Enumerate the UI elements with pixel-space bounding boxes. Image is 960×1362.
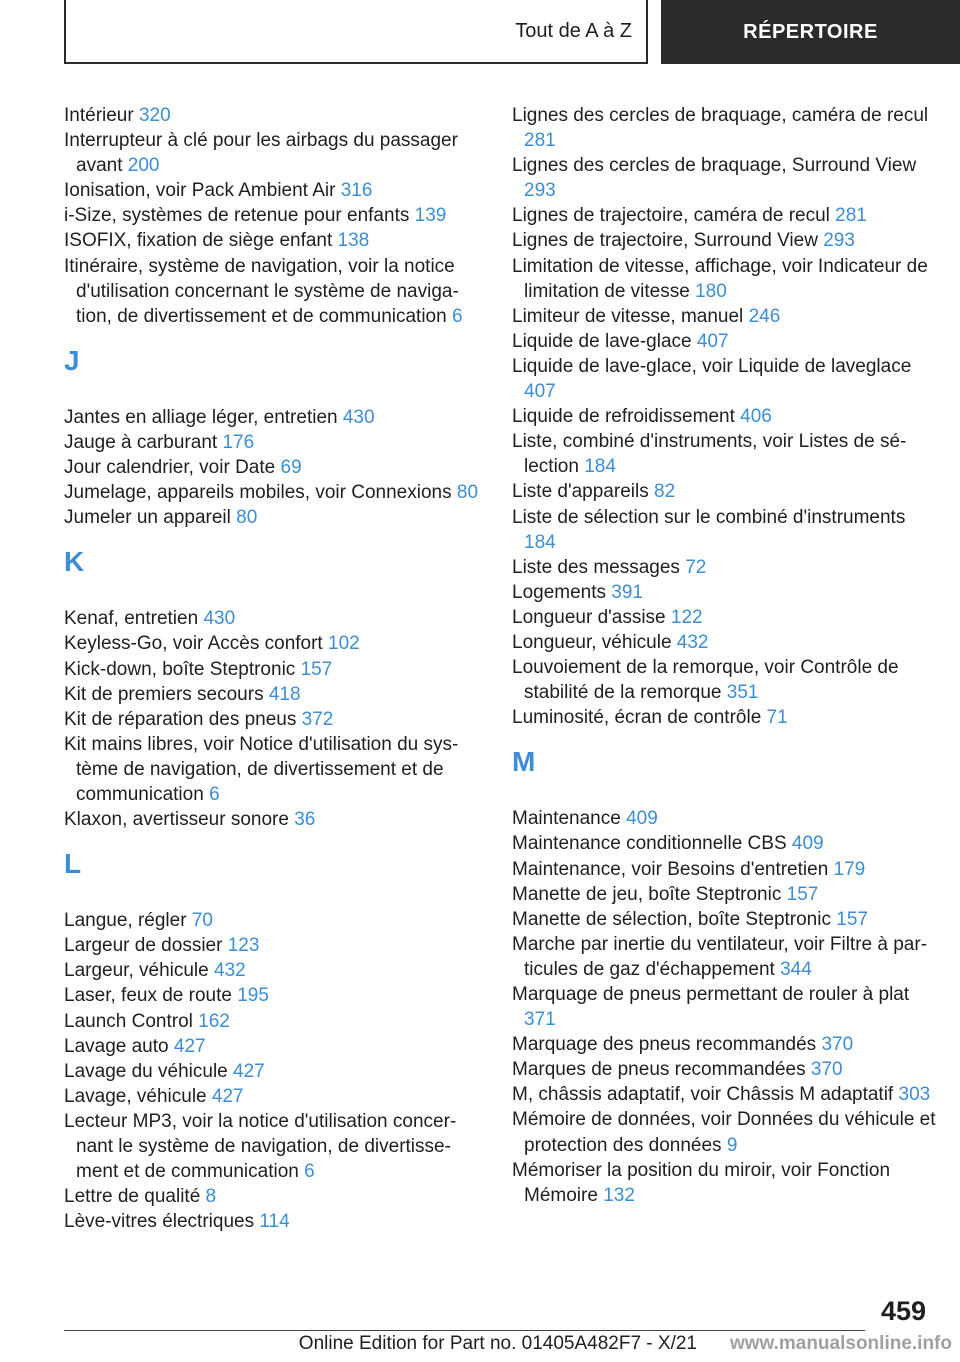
page-reference-link[interactable]: 132 [603, 1184, 635, 1206]
index-entry [512, 605, 942, 630]
page-reference-link[interactable]: 427 [173, 1035, 206, 1057]
index-entry [512, 203, 942, 228]
index-entry-text: Jour calendrier, voir Date [64, 457, 281, 479]
page-reference-link[interactable]: 80 [236, 507, 258, 529]
page-reference-link[interactable]: 391 [611, 581, 643, 603]
index-entry [512, 153, 942, 203]
chapter-tab[interactable] [661, 0, 960, 64]
page-reference-link[interactable]: 157 [300, 658, 333, 680]
index-entry [512, 228, 942, 253]
index-entry [64, 1009, 484, 1034]
page-reference-link[interactable]: 9 [726, 1134, 738, 1156]
index-entry [64, 430, 484, 455]
index-entry [512, 329, 942, 354]
page-reference-link[interactable]: 407 [696, 330, 729, 352]
index-entry [512, 630, 942, 655]
index-entry-text: Klaxon, avertisseur sonore [64, 809, 295, 831]
page-reference-link[interactable]: 72 [685, 556, 707, 578]
page-reference-link[interactable]: 407 [524, 381, 556, 403]
page-reference-link[interactable]: 6 [304, 1161, 315, 1183]
section-letter-m: M [512, 746, 536, 778]
index-entry-text: Liquide de lave-glace, voir Liquide de laveglace [512, 355, 912, 377]
index-entry [64, 682, 484, 707]
page-reference-link[interactable]: 418 [268, 683, 301, 705]
page-reference-link[interactable]: 427 [233, 1060, 265, 1082]
index-entry-text: Kenaf, entretien [64, 608, 204, 630]
index-entry-text: Liste d'appareils [512, 481, 654, 503]
index-entry [64, 732, 484, 807]
index-entry-text: Maintenance [512, 808, 627, 830]
index-entry [64, 1184, 484, 1209]
page-reference-link[interactable]: 320 [138, 105, 171, 126]
index-group-k [64, 606, 484, 832]
index-entry [64, 908, 484, 933]
index-entry-text: Louvoiement de la remorque, voir Contrôle de stabilité de la remorque [512, 657, 899, 704]
index-entry [512, 857, 942, 882]
index-entry-text: Kit de réparation des pneus [64, 708, 302, 730]
index-entry-text: Kit de premiers secours [64, 683, 269, 705]
index-entry [64, 606, 484, 631]
index-entry-text: Kick-down, boîte Steptronic [64, 658, 301, 680]
index-entry [64, 807, 484, 832]
index-entry-text: Marquage des pneus recommandés [512, 1034, 822, 1056]
index-entry [64, 505, 484, 530]
index-entry [512, 907, 942, 932]
page-reference-link[interactable]: 406 [740, 406, 772, 428]
page-reference-link[interactable]: 427 [211, 1085, 244, 1107]
index-entry [64, 1034, 484, 1059]
page-reference-link[interactable]: 176 [222, 431, 255, 453]
index-entry-text: Logements [512, 581, 612, 603]
section-title: Tout de A à Z [515, 19, 632, 42]
index-entry [64, 480, 484, 505]
index-entry [512, 555, 942, 580]
index-entry-text: Lecteur MP3, voir la notice d'utilisation concernant le système de navigation, de divertissement et de communication [64, 1110, 457, 1183]
index-entry-text: M, châssis adaptatif, voir Châssis M adaptatif [512, 1084, 899, 1106]
index-entry [64, 1109, 484, 1184]
index-entry [512, 806, 942, 831]
index-entry [512, 882, 942, 907]
page-reference-link[interactable]: 372 [301, 708, 334, 730]
page-reference-link[interactable]: 82 [654, 481, 676, 503]
index-entry-text: Largeur, véhicule [64, 960, 214, 982]
index-entry-text: Intérieur [64, 105, 139, 126]
index-entry-text: Interrupteur à clé pour les airbags du passager avant [64, 130, 458, 177]
index-entry-text: Liste des messages [512, 556, 686, 578]
watermark: www.manualsonline.info [729, 1333, 952, 1354]
page-reference-link[interactable]: 344 [780, 958, 812, 980]
index-entry-text: Liste de sélection sur le combiné d'instruments [512, 506, 906, 528]
index-entry [64, 455, 484, 480]
page-reference-link[interactable]: 114 [259, 1211, 290, 1233]
index-entry [64, 1084, 484, 1109]
page-reference-link[interactable]: 184 [584, 456, 616, 478]
index-entry [64, 103, 484, 128]
index-entry-text: Mémoire de données, voir Données du véhicule et protection des données [512, 1109, 936, 1156]
index-column-left [64, 103, 484, 1234]
page-reference-link[interactable]: 102 [328, 633, 360, 655]
index-entry-text: Lignes de trajectoire, Surround View [512, 230, 824, 252]
index-group-i [64, 103, 484, 329]
page-reference-link[interactable]: 351 [726, 682, 759, 704]
index-entry [64, 933, 484, 958]
page-reference-link[interactable]: 316 [340, 180, 373, 202]
page-reference-link[interactable]: 71 [766, 707, 788, 729]
page-reference-link[interactable]: 409 [791, 833, 824, 855]
page-reference-link[interactable]: 70 [191, 910, 213, 932]
index-entry-text: Launch Control [64, 1010, 199, 1032]
page-reference-link[interactable]: 281 [835, 205, 867, 227]
index-entry [64, 983, 484, 1008]
index-entry-text: Lavage, véhicule [64, 1085, 212, 1107]
index-group-l-continued [512, 103, 942, 730]
index-entry-text: Jumeler un appareil [64, 507, 237, 529]
index-entry [64, 1059, 484, 1084]
page-reference-link[interactable]: 432 [214, 960, 246, 982]
page-reference-link[interactable]: 370 [821, 1034, 854, 1056]
page-reference-link[interactable]: 409 [626, 808, 658, 830]
index-entry-text: Lavage du véhicule [64, 1060, 234, 1082]
page-reference-link[interactable]: 432 [676, 631, 709, 653]
index-entry-text: Keyless-Go, voir Accès confort [64, 633, 328, 655]
index-entry-text: Mémoriser la position du miroir, voir Fonction Mémoire [512, 1159, 891, 1206]
index-entry [512, 580, 942, 605]
index-entry-text: Marche par inertie du ventilateur, voir Filtre à particules de gaz d'échappement [512, 933, 928, 980]
page-reference-link[interactable]: 370 [810, 1059, 843, 1081]
page-reference-link[interactable]: 157 [786, 883, 819, 905]
index-entry-text: Jauge à carburant [64, 431, 223, 453]
index-entry [64, 657, 484, 682]
page-reference-link[interactable]: 246 [748, 305, 781, 327]
index-entry [512, 479, 942, 504]
page-reference-link[interactable]: 122 [670, 606, 703, 628]
index-entry-text: ISOFIX, fixation de siège enfant [64, 230, 338, 252]
index-entry-text: Longueur, véhicule [512, 631, 677, 653]
index-entry [512, 932, 942, 982]
index-entry-text: Jumelage, appareils mobiles, voir Connexions [64, 482, 457, 504]
index-entry-text: Kit mains libres, voir Notice d'utilisation du système de navigation, de divertissement et de communication [64, 733, 459, 805]
index-entry [512, 1158, 942, 1208]
index-entry-text: Maintenance, voir Besoins d'entretien [512, 858, 834, 880]
page-reference-link[interactable]: 80 [456, 482, 479, 504]
index-entry [512, 1107, 942, 1157]
section-letter-j: J [64, 344, 80, 376]
index-entry-text: Manette de sélection, boîte Steptronic [512, 908, 837, 930]
page-reference-link[interactable]: 430 [203, 608, 236, 630]
index-entry [64, 254, 484, 329]
page-reference-link[interactable]: 162 [198, 1010, 230, 1032]
page-reference-link[interactable]: 139 [414, 205, 447, 227]
index-entry [512, 1032, 942, 1057]
index-entry [64, 958, 484, 983]
index-entry [512, 505, 942, 555]
page-reference-link[interactable]: 8 [205, 1186, 217, 1208]
index-entry-text: Liste, combiné d'instruments, voir Listes de sélection [512, 431, 907, 478]
index-entry [512, 982, 942, 1032]
index-entry [512, 354, 942, 404]
index-entry [512, 705, 942, 730]
index-entry-text: Langue, régler [64, 910, 192, 932]
index-entry-text: Lignes des cercles de braquage, caméra de recul [512, 105, 929, 126]
index-entry [64, 1209, 484, 1234]
index-entry-text: Lignes de trajectoire, caméra de recul [512, 205, 836, 227]
footer-divider [64, 1330, 865, 1331]
index-group-l [64, 908, 484, 1234]
index-entry-text: Marques de pneus recommandées [512, 1059, 811, 1081]
chapter-label: RÉPERTOIRE [743, 20, 878, 43]
index-entry-text: Liquide de refroidissement [512, 406, 741, 428]
index-entry [64, 203, 484, 228]
page-reference-link[interactable]: 157 [836, 908, 868, 930]
page-reference-link[interactable]: 36 [294, 809, 316, 831]
index-entry-text: Jantes en alliage léger, entretien [64, 406, 343, 428]
footer-edition: Online Edition for Part no. 01405A482F7 - X/21 [298, 1333, 697, 1354]
section-letter-l: L [64, 848, 82, 880]
page-reference-link[interactable]: 6 [209, 783, 220, 805]
index-entry-text: Laser, feux de route [64, 985, 238, 1007]
index-entry [512, 304, 942, 329]
page-reference-link[interactable]: 430 [342, 406, 375, 428]
index-entry-text: Lavage auto [64, 1035, 174, 1057]
index-entry-text: Manette de jeu, boîte Steptronic [512, 883, 787, 905]
index-column-right [512, 103, 942, 1208]
page-reference-link[interactable]: 69 [280, 457, 302, 479]
index-entry [64, 405, 484, 430]
index-entry [512, 404, 942, 429]
index-entry [64, 631, 484, 656]
index-entry [512, 103, 942, 153]
page-reference-link[interactable]: 195 [237, 985, 269, 1007]
index-entry [512, 655, 942, 705]
index-entry [512, 831, 942, 856]
index-entry-text: Liquide de lave-glace [512, 330, 697, 352]
index-entry-text: Ionisation, voir Pack Ambient Air [64, 180, 341, 202]
index-entry-text: Itinéraire, système de navigation, voir la notice d'utilisation concernant le système de navigation, de divertissement et de communication [64, 255, 459, 327]
page-reference-link[interactable]: 180 [695, 280, 727, 302]
page-reference-link[interactable]: 281 [524, 130, 556, 152]
index-group-j [64, 405, 484, 530]
page-reference-link[interactable]: 200 [127, 155, 160, 177]
index-entry-text: Luminosité, écran de contrôle [512, 707, 767, 729]
index-group-m [512, 806, 942, 1208]
index-entry-text: Largeur de dossier [64, 935, 228, 957]
index-entry [512, 1082, 942, 1107]
index-entry [512, 254, 942, 304]
page-reference-link[interactable]: 138 [337, 230, 370, 252]
index-entry [512, 1057, 942, 1082]
page-reference-link[interactable]: 179 [833, 858, 866, 880]
index-entry [512, 429, 942, 479]
index-entry [64, 707, 484, 732]
page-reference-link[interactable]: 293 [823, 230, 855, 252]
index-entry [64, 228, 484, 253]
index-entry-text: Limiteur de vitesse, manuel [512, 305, 749, 327]
page-reference-link[interactable]: 371 [524, 1009, 556, 1031]
index-entry-text: Longueur d'assise [512, 606, 671, 628]
page-reference-link[interactable]: 303 [898, 1084, 931, 1106]
page-reference-link[interactable]: 184 [524, 531, 556, 553]
section-letter-k: K [64, 546, 85, 578]
index-entry-text: i-Size, systèmes de retenue pour enfants [64, 205, 415, 227]
page-reference-link[interactable]: 293 [524, 180, 556, 202]
index-entry-text: Lettre de qualité [64, 1186, 206, 1208]
index-entry [64, 178, 484, 203]
index-entry-text: Marquage de pneus permettant de rouler à plat [512, 984, 910, 1005]
index-entry-text: Lignes des cercles de braquage, Surround View [512, 155, 917, 177]
page-reference-link[interactable]: 123 [227, 935, 260, 957]
page-reference-link[interactable]: 6 [451, 305, 463, 327]
index-entry-text: Maintenance conditionnelle CBS [512, 833, 792, 855]
page-number: 459 [880, 1296, 926, 1326]
index-entry [64, 128, 484, 178]
section-header [64, 0, 648, 64]
index-entry-text: Lève-vitres électriques [64, 1211, 260, 1233]
index-entry-text: Limitation de vitesse, affichage, voir Indicateur de limitation de vitesse [512, 255, 928, 302]
